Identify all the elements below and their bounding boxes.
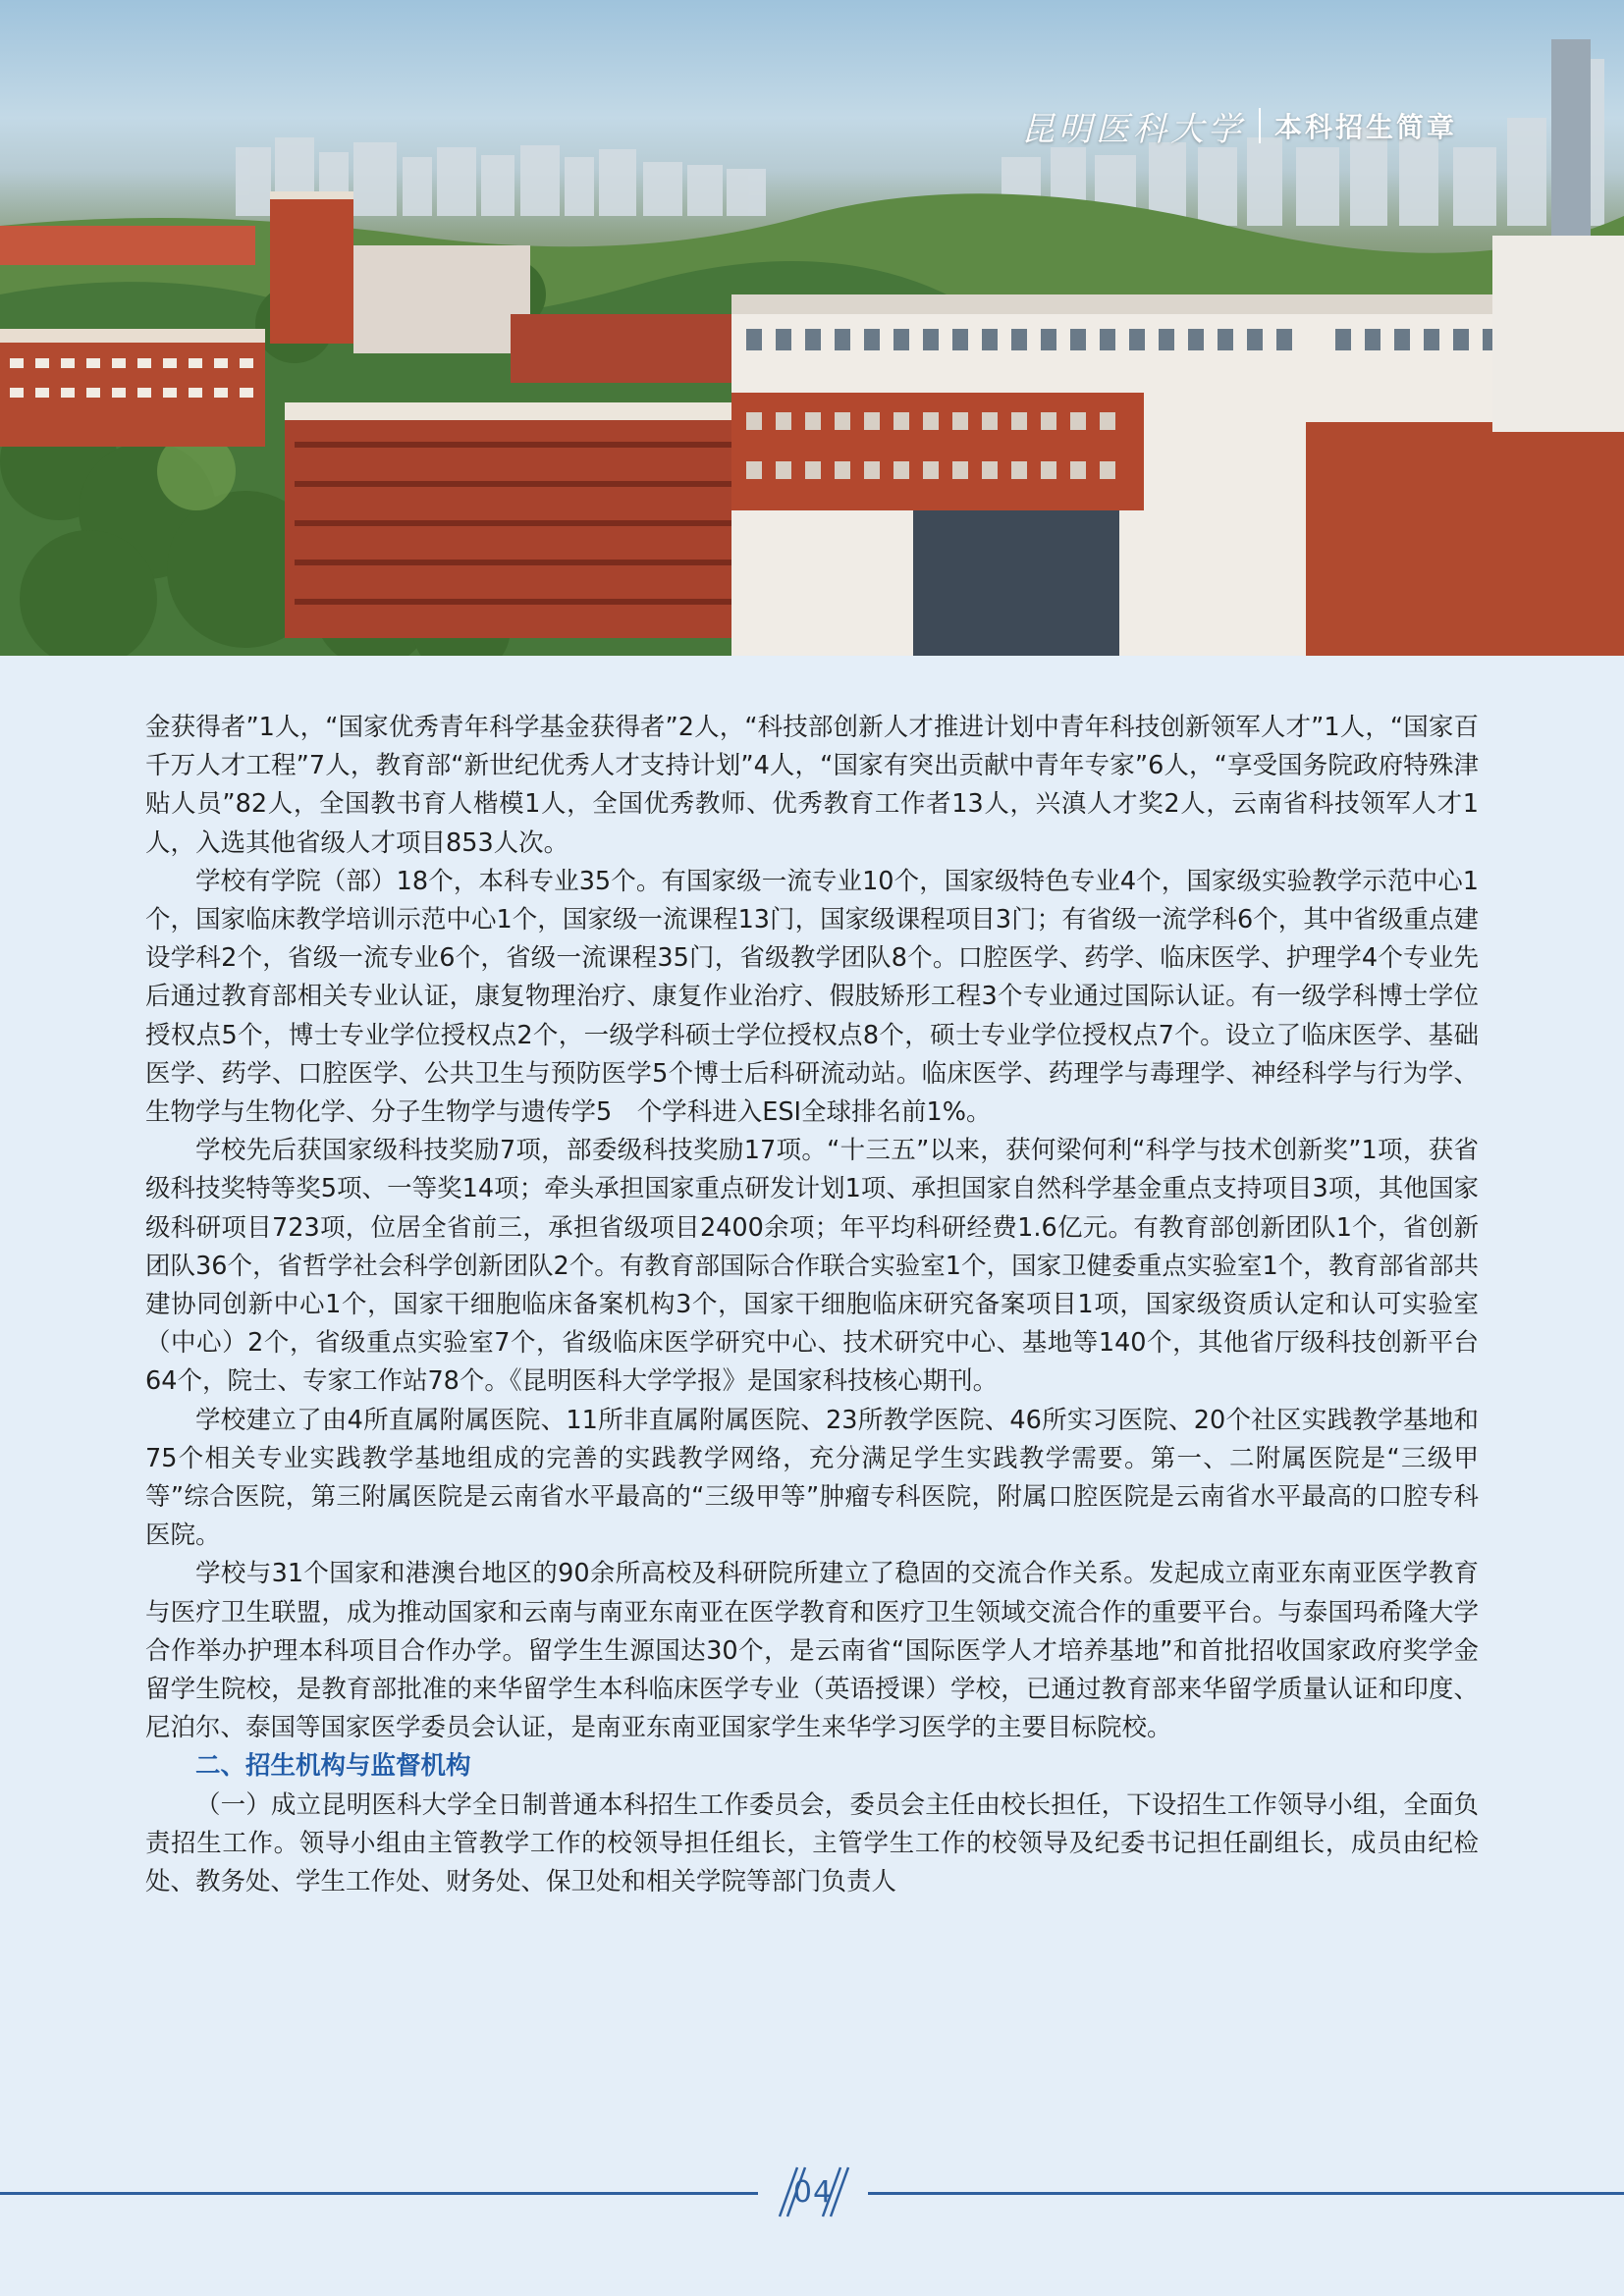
- paragraph-talent-awards: 金获得者”1人，“国家优秀青年科学基金获得者”2人，“科技部创新人才推进计划中青年科技创新领军人才”1人，“国家百千万人才工程”7人，教育部“新世纪优秀人才支持计划”4人，“国家有突出贡献中青年专家”6人，“享受国务院政府特殊津贴人员”82人，全国教书育人楷模1人，全国优秀教师、优秀教育工作者13人，兴滇人才奖2人，云南省科技领军人才1人，入选其他省级人才项目853人次。: [145, 713, 1479, 858]
- header-brand: [1021, 102, 1457, 149]
- page-number-badge: [758, 2162, 868, 2222]
- paragraph-research-awards: 学校先后获国家级科技奖励7项，部委级科技奖励17项。“十三五”以来，获何梁何利“科学与技术创新奖”1项，获省级科技奖特等奖5项、一等奖14项；牵头承担国家重点研发计划1项、承担国家自然科学基金重点支持项目3项，其他国家级科研项目723项，位居全省前三，承担省级项目2400余项；年平均科研经费1.6亿元。有教育部创新团队1个，省创新团队36个，省哲学社会科学创新团队2个。有教育部国际合作联合实验室1个，国家卫健委重点实验室1个，教育部省部共建协同创新中心1个，国家干细胞临床备案机构3个，国家干细胞临床研究备案项目1项，国家级资质认定和认可实验室（中心）2个，省级重点实验室7个，省级临床医学研究中心、技术研究中心、基地等140个，其他省厅级科技创新平台64个，院士、专家工作站78个。《昆明医科大学学报》是国家科技核心期刊。: [145, 1136, 1479, 1397]
- paragraph-affiliated-hospitals: 学校建立了由4所直属附属医院、11所非直属附属医院、23所教学医院、46所实习医院、20个社区实践教学基地和75个相关专业实践教学基地组成的完善的实践教学网络，充分满足学生实践教学需要。第一、二附属医院是“三级甲等”综合医院，第三附属医院是云南省水平最高的“三级甲等”肿瘤专科医院，附属口腔医院是云南省水平最高的口腔专科医院。: [145, 1405, 1479, 1551]
- campus-illustration: [0, 0, 1624, 656]
- page-number: 04: [792, 2174, 834, 2210]
- brand-divider: [1259, 108, 1261, 143]
- paragraph-admission-committee: （一）成立昆明医科大学全日制普通本科招生工作委员会，委员会主任由校长担任，下设招生工作领导小组，全面负责招生工作。领导小组由主管教学工作的校领导担任组长，主管学生工作的校领导及纪委书记担任副组长，成员由纪检处、教务处、学生工作处、财务处、保卫处和相关学院等部门负责人: [145, 1789, 1479, 1897]
- document-body: [145, 709, 1479, 1901]
- section-heading: 二、招生机构与监督机构: [195, 1751, 471, 1782]
- university-name: 昆明医科大学: [1020, 109, 1245, 149]
- brochure-subtitle: 本科招生简章: [1273, 111, 1457, 143]
- paragraph-colleges-majors: 学校有学院（部）18个，本科专业35个。有国家级一流专业10个，国家级特色专业4个，国家级实验教学示范中心1个，国家临床教学培训示范中心1个，国家级一流课程13门，国家级课程项目3门；有省级一流学科6个，其中省级重点建设学科2个，省级一流专业6个，省级一流课程35门，省级教学团队8个。口腔医学、药学、临床医学、护理学4个专业先后通过教育部相关专业认证，康复物理治疗、康复作业治疗、假肢矫形工程3个专业通过国际认证。有一级学科博士学位授权点5个，博士专业学位授权点2个，一级学科硕士学位授权点8个，硕士专业学位授权点7个。设立了临床医学、基础医学、药学、口腔医学、公共卫生与预防医学5个博士后科研流动站。临床医学、药理学与毒理学、神经科学与行为学、生物学与生物化学、分子生物学与遗传学5 个学科进入ESI全球排名前1%。: [145, 866, 1479, 1128]
- campus-photo: [0, 0, 1624, 656]
- paragraph-international-cooperation: 学校与31个国家和港澳台地区的90余所高校及科研院所建立了稳固的交流合作关系。发起成立南亚东南亚医学教育与医疗卫生联盟，成为推动国家和云南与南亚东南亚在医学教育和医疗卫生领域交流合作的重要平台。与泰国玛希隆大学合作举办护理本科项目合作办学。留学生生源国达30个，是云南省“国际医学人才培养基地”和首批招收国家政府奖学金留学生院校，是教育部批准的来华留学生本科临床医学专业（英语授课）学校，已通过教育部来华留学质量认证和印度、尼泊尔、泰国等国家医学委员会认证，是南亚东南亚国家学生来华学习医学的主要目标院校。: [145, 1559, 1479, 1743]
